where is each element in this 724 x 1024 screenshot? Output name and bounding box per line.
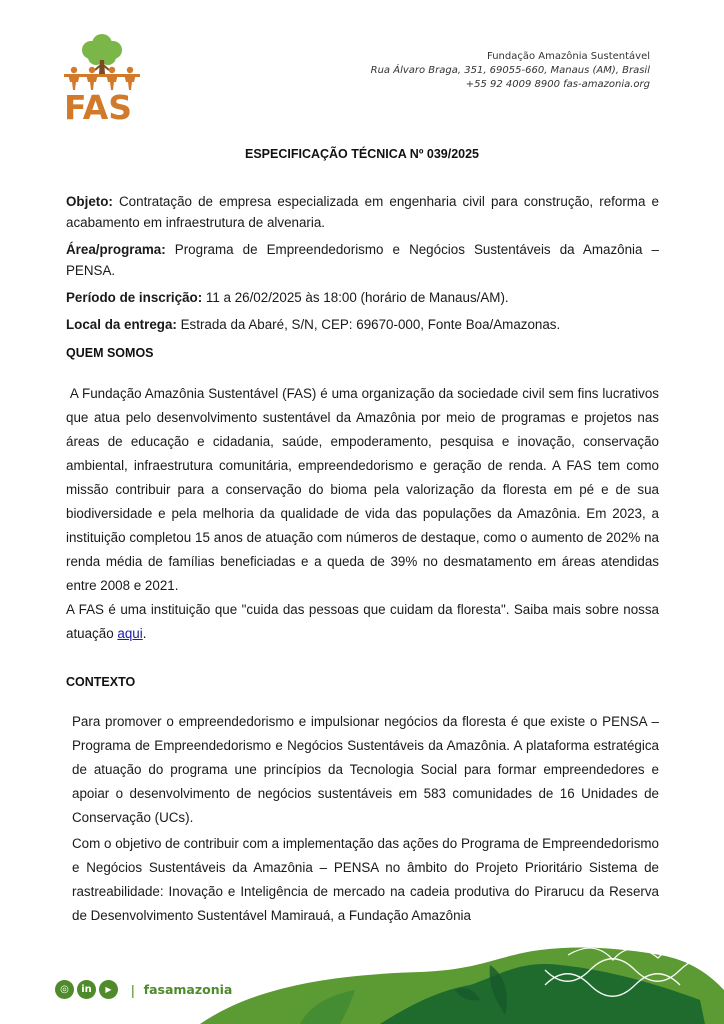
- field-label: Área/programa:: [66, 242, 166, 257]
- field-label: Período de inscrição:: [66, 290, 203, 305]
- specification-fields: [66, 191, 659, 341]
- quem-somos-paragraph: A Fundação Amazônia Sustentável (FAS) é uma organização da sociedade civil sem fins lucrativos que atua pelo desenvolvimento sustentável da Amazônia por meio de programas e projetos nas áreas de educação e cidadania, saúde, empoderamento, pesquisa e inovação, conservação ambiental, infraestrutura comunitária, empreendedorismo e geração de renda. A FAS tem como missão contribuir para a conservação do bioma pela valorização da floresta em pé e de sua biodiversidade e pela melhoria da qualidade de vida das populações da Amazônia. Em 2023, a instituição completou 15 anos de atuação com números de destaque, como o aumento de 202% na renda média de famílias beneficiadas e a queda de 39% no desmatamento em áreas atendidas entre 2008 e 2021.: [66, 386, 663, 593]
- fas-logo: [62, 30, 142, 126]
- footer-hills-decoration: [0, 924, 724, 1024]
- social-handle: fasamazonia: [143, 982, 233, 997]
- section-heading-quem-somos: QUEM SOMOS: [66, 346, 154, 360]
- quem-somos-paragraph-2: [66, 598, 659, 646]
- separator: |: [131, 981, 135, 998]
- document-title: ESPECIFICAÇÃO TÉCNICA Nº 039/2025: [244, 147, 480, 161]
- saiba-mais-link[interactable]: aqui: [117, 626, 143, 641]
- field-local-entrega: [66, 314, 659, 335]
- tree-people-icon: [62, 30, 142, 92]
- field-area-programa: [66, 239, 659, 281]
- org-name: Fundação Amazônia Sustentável: [487, 51, 650, 62]
- organization-info: [371, 50, 650, 92]
- org-contact: +55 92 4009 8900 fas-amazonia.org: [465, 79, 650, 90]
- field-objeto: [66, 191, 659, 233]
- field-periodo-inscricao: [66, 287, 659, 308]
- quem-somos-text: [66, 382, 663, 646]
- field-label: Objeto:: [66, 194, 113, 209]
- contexto-paragraph-1: Para promover o empreendedorismo e impulsionar negócios da floresta é que existe o PENSA – Programa de Empreendedorismo e Negócios Sustentáveis da Amazônia. A plataforma estratégica de atuação do programa une princípios da Tecnologia Social para formar empreendedores e apoiar o desenvolvimento de negócios sustentáveis em 583 comunidades de 16 Unidades de Conservação (UCs).: [72, 714, 659, 825]
- logo-text: FAS: [64, 88, 133, 127]
- field-value: Estrada da Abaré, S/N, CEP: 69670-000, Fonte Boa/Amazonas.: [176, 317, 561, 332]
- contexto-paragraph-2: Com o objetivo de contribuir com a implementação das ações do Programa de Empreendedorismo e Negócios Sustentáveis da Amazônia – PENSA no âmbito do Projeto Prioritário Sistema de rastreabilidade: Inovação e Inteligência de mercado na cadeia produtiva do Pirarucu da Reserva de Desenvolvimento Sustentável Mamirauá, a Fundação Amazônia: [72, 836, 659, 923]
- field-value: 11 a 26/02/2025 às 18:00 (horário de Manaus/AM).: [202, 290, 509, 305]
- paragraph-text: .: [142, 626, 147, 641]
- instagram-icon[interactable]: ◎: [55, 980, 74, 999]
- youtube-icon[interactable]: ▶: [99, 980, 118, 999]
- paragraph-text: A FAS é uma instituição que "cuida das pessoas que cuidam da floresta". Saiba mais sobre nossa atuação: [66, 602, 659, 641]
- social-links: [55, 980, 232, 999]
- field-value: Contratação de empresa especializada em engenharia civil para construção, reforma e acabamento em infraestrutura de alvenaria.: [66, 194, 659, 230]
- section-heading-contexto: CONTEXTO: [66, 675, 136, 689]
- field-label: Local da entrega:: [66, 317, 177, 332]
- field-value: Programa de Empreendedorismo e Negócios Sustentáveis da Amazônia – PENSA.: [66, 242, 659, 278]
- org-address: Rua Álvaro Braga, 351, 69055-660, Manaus (AM), Brasil: [370, 65, 650, 76]
- linkedin-icon[interactable]: in: [77, 980, 96, 999]
